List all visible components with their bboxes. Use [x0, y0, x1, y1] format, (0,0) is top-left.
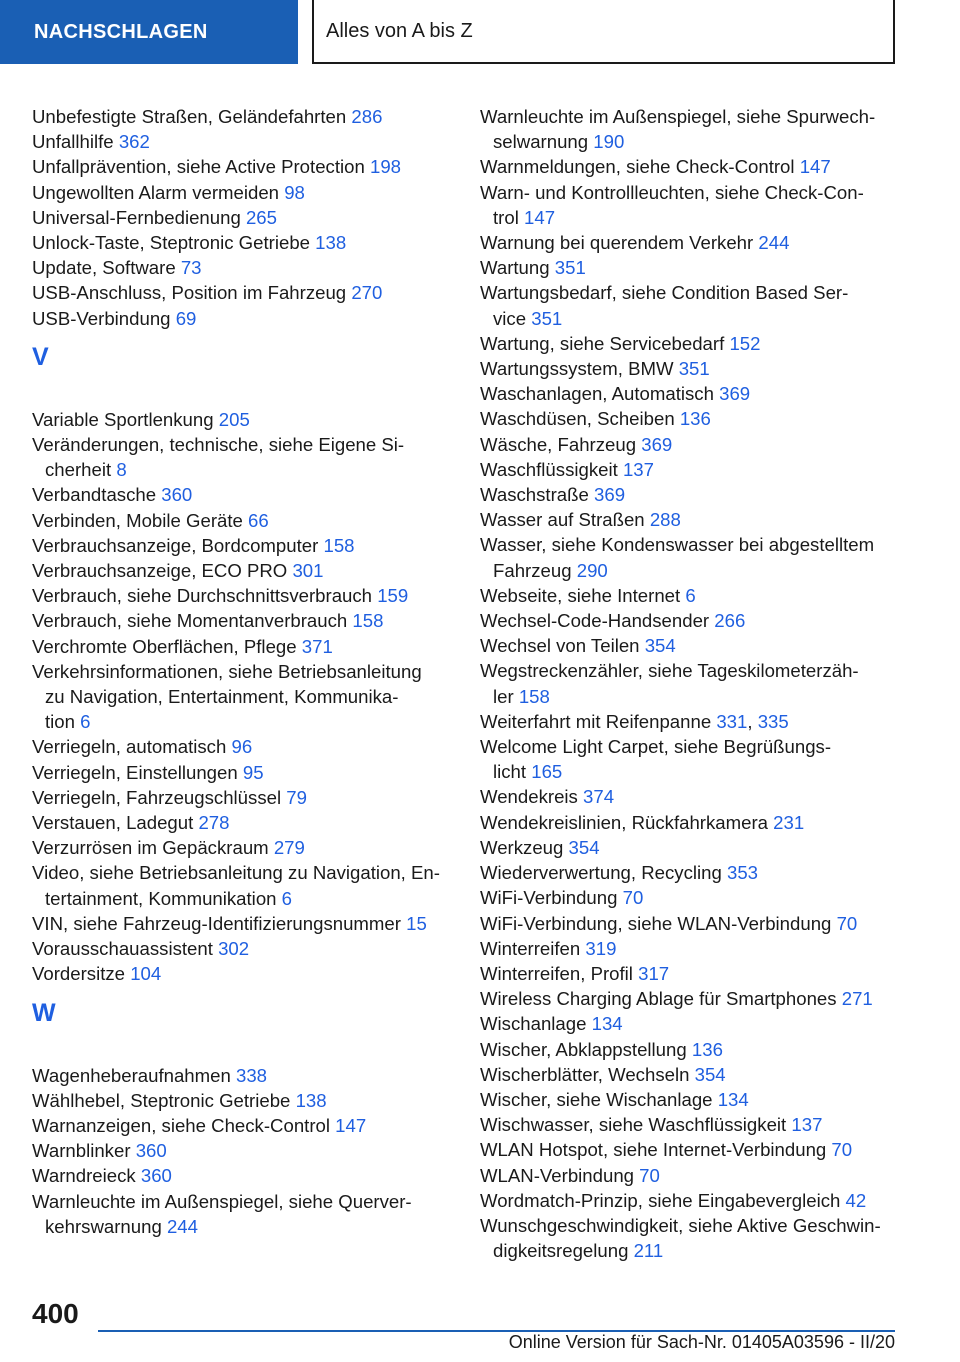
index-entry	[32, 129, 452, 154]
page-reference-link[interactable]: 301	[292, 560, 324, 582]
index-entry	[480, 734, 900, 784]
index-entry	[480, 1112, 900, 1137]
index-entry-text: Wischerblätter, Wechseln	[480, 1063, 690, 1085]
page-reference-link[interactable]: 158	[518, 685, 550, 707]
index-letter-heading: V	[32, 342, 49, 371]
index-entry-text: Webseite, siehe Internet	[480, 584, 681, 606]
index-entry	[480, 1087, 900, 1112]
page-reference-link[interactable]: 69	[175, 307, 197, 329]
index-entry	[32, 1189, 452, 1239]
page-reference-link[interactable]: 73	[180, 257, 202, 279]
index-entry: Weiterfahrt mit Reifenpanne 331, 335	[480, 710, 789, 732]
index-entry-text: Werkzeug	[480, 836, 564, 858]
index-entry-text: Verbrauchsanzeige, ECO PRO	[32, 560, 288, 582]
index-entry	[480, 633, 900, 658]
index-entry	[32, 1163, 452, 1188]
index-entry-text: Wählhebel, Steptronic Getriebe	[32, 1089, 291, 1111]
page-reference-link[interactable]: 351	[678, 358, 710, 380]
index-entry-text: Verriegeln, automatisch	[32, 736, 227, 758]
index-entry	[480, 1213, 900, 1263]
page-reference-link[interactable]: 95	[242, 761, 264, 783]
index-entry-text: Wechsel-Code-Handsender	[480, 610, 710, 632]
index-column-right	[480, 104, 900, 1263]
index-entry	[480, 432, 900, 457]
page-reference-link[interactable]: 165	[531, 761, 563, 783]
page-reference-link[interactable]: 136	[679, 408, 711, 430]
page-reference-link[interactable]: 66	[248, 509, 269, 531]
page-reference-link[interactable]: 42	[845, 1189, 867, 1211]
index-entry-text: Variable Sportlenkung	[32, 408, 214, 430]
index-entry	[480, 1011, 900, 1036]
page-reference-link[interactable]: 70	[622, 887, 644, 909]
page-reference-link[interactable]: 369	[594, 484, 626, 506]
index-entry	[480, 532, 900, 582]
page-reference-link[interactable]: 137	[622, 458, 654, 480]
page-reference-link[interactable]: 351	[531, 307, 563, 329]
page-reference-link[interactable]: 371	[301, 635, 333, 657]
page-reference-link[interactable]: 244	[758, 232, 790, 254]
index-entry	[32, 835, 452, 860]
index-entry-text: USB-Verbindung	[32, 307, 171, 329]
index-entry-text: Winterreifen	[480, 937, 581, 959]
page-reference-link[interactable]: 369	[641, 433, 673, 455]
index-entry	[32, 1138, 452, 1163]
index-entry-text: Verriegeln, Einstellungen	[32, 761, 238, 783]
index-entry-text: Wischer, siehe Wischanlage	[480, 1088, 713, 1110]
index-entry-text: Wendekreislinien, Rückfahrkamera	[480, 811, 768, 833]
page-reference-link[interactable]: 137	[791, 1114, 823, 1136]
page-reference-link[interactable]: 104	[130, 963, 162, 985]
index-entry	[480, 1137, 900, 1162]
index-entry	[32, 583, 452, 608]
index-entry	[32, 432, 452, 482]
page-reference-link[interactable]: 351	[554, 257, 586, 279]
index-entry	[480, 810, 900, 835]
page-reference-link[interactable]: 319	[585, 937, 617, 959]
index-entry	[32, 407, 452, 432]
page-reference-link[interactable]: 158	[323, 534, 355, 556]
index-entry	[480, 583, 900, 608]
index-entry	[480, 457, 900, 482]
page-reference-link[interactable]: 79	[286, 786, 307, 808]
page-reference-link[interactable]: 211	[633, 1240, 664, 1262]
index-entry	[32, 508, 452, 533]
index-entry	[480, 1188, 900, 1213]
index-entry	[480, 1062, 900, 1087]
index-entry	[480, 331, 900, 356]
index-entry	[480, 860, 900, 885]
page-reference-link[interactable]: 147	[335, 1114, 367, 1136]
page-reference-link[interactable]: 353	[726, 862, 759, 884]
index-entry	[32, 154, 452, 179]
index-entry	[480, 482, 900, 507]
page-reference-link[interactable]: 290	[576, 559, 608, 581]
index-entry	[32, 785, 452, 810]
chapter-title: Alles von A bis Z	[312, 0, 895, 64]
page-reference-link[interactable]: 158	[352, 610, 384, 632]
index-entry	[480, 936, 900, 961]
index-entry-text: Verzurrösen im Gepäckraum	[32, 837, 269, 859]
index-entry-text: Warndreieck	[32, 1165, 136, 1187]
page-reference-link[interactable]: 198	[369, 156, 402, 178]
index-entry	[480, 986, 900, 1011]
index-entry-text: Vorausschauassistent	[32, 938, 213, 960]
page-reference-link[interactable]: 70	[836, 912, 858, 934]
index-entry-text: WLAN Hotspot, siehe Internet-Verbindung	[480, 1139, 827, 1161]
index-entry-text: Warnmeldungen, siehe Check-Control	[480, 156, 795, 178]
page-reference-link[interactable]: 6	[80, 711, 91, 733]
index-entry-text: WiFi-Verbindung, siehe WLAN-Verbindung	[480, 912, 832, 934]
page-reference-link[interactable]: 8	[116, 459, 127, 481]
page-reference-link[interactable]: 317	[638, 962, 670, 984]
index-entry	[480, 180, 900, 230]
page-reference-link[interactable]: 270	[351, 282, 383, 304]
index-entry-text: Warnung bei querendem Verkehr	[480, 232, 754, 254]
page-reference-link[interactable]: 231	[773, 811, 805, 833]
page-reference-link[interactable]: 138	[295, 1089, 327, 1111]
index-entry	[480, 507, 900, 532]
index-entry-text: VIN, siehe Fahrzeug-Identifizierungsnummer	[32, 912, 401, 934]
index-entry	[32, 760, 452, 785]
index-entry-text: Verbrauch, siehe Durchschnittsverbrauch	[32, 585, 373, 607]
page-reference-link[interactable]: 138	[315, 232, 347, 254]
index-entry-text: Warnleuchte im Außenspiegel, siehe Querver- kehrswarnung	[32, 1190, 412, 1237]
index-entry	[32, 810, 452, 835]
index-entry	[32, 533, 452, 558]
page-reference-link[interactable]: 360	[140, 1165, 172, 1187]
index-entry-text: Wechsel von Teilen	[480, 635, 640, 657]
page-number: 400	[32, 1298, 79, 1329]
index-entry-text: USB-Anschluss, Position im Fahrzeug	[32, 282, 347, 304]
index-entry-text: Ungewollten Alarm vermeiden	[32, 181, 280, 203]
index-entry-text: WiFi-Verbindung	[480, 887, 618, 909]
index-entry-text: Wireless Charging Ablage für Smartphones	[480, 988, 837, 1010]
index-entry	[480, 1163, 900, 1188]
page-reference-link[interactable]: 6	[685, 584, 696, 606]
page-reference-link[interactable]: 205	[218, 408, 250, 430]
index-entry	[32, 1063, 452, 1088]
index-entry	[32, 558, 452, 583]
index-letter-heading: W	[32, 998, 56, 1027]
index-entry	[32, 659, 452, 735]
page-reference-link[interactable]: 134	[591, 1013, 623, 1035]
index-entry	[480, 356, 900, 381]
index-entry	[480, 381, 900, 406]
index-entry	[480, 911, 900, 936]
index-entry	[480, 658, 900, 708]
index-entry-text: Wagenheberaufnahmen	[32, 1064, 231, 1086]
index-entry-text: Warnblinker	[32, 1140, 131, 1162]
page-reference-link[interactable]: 266	[714, 610, 746, 632]
page-reference-link[interactable]: 265	[245, 206, 277, 228]
page-header	[0, 0, 960, 66]
index-entry-text: Verriegeln, Fahrzeugschlüssel	[32, 786, 282, 808]
page-reference-link[interactable]: 98	[284, 181, 305, 203]
index-entry-text: Wiederverwertung, Recycling	[480, 862, 722, 884]
page-reference-link[interactable]: 147	[524, 206, 556, 228]
index-entry	[32, 482, 452, 507]
index-entry-text: Winterreifen, Profil	[480, 962, 633, 984]
index-entry-text: Unfallprävention, siehe Active Protection	[32, 156, 365, 178]
section-tab: NACHSCHLAGEN	[0, 0, 298, 64]
page-reference-link[interactable]: 96	[231, 736, 253, 758]
index-entry-text: Verbrauchsanzeige, Bordcomputer	[32, 534, 319, 556]
page-reference-link[interactable]: 70	[639, 1164, 660, 1186]
index-entry-text: Verstauen, Ladegut	[32, 812, 194, 834]
index-entry-text: Unbefestigte Straßen, Geländefahrten	[32, 106, 347, 127]
index-entry-text: Wischwasser, siehe Waschflüssigkeit	[480, 1114, 787, 1136]
index-entry-text: Welcome Light Carpet, siehe Begrüßungs- licht	[480, 736, 832, 783]
index-entry-text: Waschdüsen, Scheiben	[480, 408, 675, 430]
index-entry	[32, 734, 452, 759]
index-entry-text: Waschstraße	[480, 484, 589, 506]
index-entry-text: Wasser, siehe Kondenswasser bei abgestelltem Fahrzeug	[480, 534, 875, 581]
index-entry	[480, 230, 900, 255]
index-entry	[32, 608, 452, 633]
page-reference-link[interactable]: 279	[273, 837, 305, 859]
page-reference-link[interactable]: 302	[218, 938, 250, 960]
page-reference-link[interactable]: 360	[135, 1140, 167, 1162]
index-entry-text: Universal-Fernbedienung	[32, 206, 241, 228]
index-entry-text: Wunschgeschwindigkeit, siehe Aktive Geschwin- digkeitsregelung	[480, 1214, 881, 1262]
index-entry	[480, 255, 900, 280]
index-entry	[480, 280, 900, 330]
page-reference-link[interactable]: 136	[691, 1038, 723, 1060]
index-entry-text: Verchromte Oberflächen, Pflege	[32, 635, 297, 657]
index-entry-text: Verbandtasche	[32, 484, 157, 506]
index-entry	[480, 406, 900, 431]
index-entry	[32, 230, 452, 255]
index-entry-text: Verkehrsinformationen, siehe Betriebsanleitung zu Navigation, Entertainment, Kommunika- tion	[32, 660, 422, 733]
index-entry-text: Video, siehe Betriebsanleitung zu Navigation, En- tertainment, Kommunikation	[32, 862, 440, 909]
index-entry-text: Weiterfahrt mit Reifenpanne	[480, 710, 712, 732]
page-reference-link[interactable]: 354	[568, 836, 600, 858]
index-entry	[32, 205, 452, 230]
index-entry	[32, 280, 452, 305]
page-reference-link[interactable]: 70	[831, 1139, 853, 1161]
page-reference-link[interactable]: 369	[719, 383, 751, 405]
index-entry-text: Wartungsbedarf, siehe Condition Based Ser- vice	[480, 282, 849, 329]
index-entry-text: Wartung	[480, 257, 550, 279]
page-reference-link[interactable]: 286	[351, 106, 383, 127]
index-entry	[480, 885, 900, 910]
index-entry-text: Verbrauch, siehe Momentanverbrauch	[32, 610, 348, 632]
index-entry-text: Warnanzeigen, siehe Check-Control	[32, 1114, 330, 1136]
page-reference-link[interactable]: 159	[377, 585, 409, 607]
index-entry	[480, 784, 900, 809]
index-entry	[32, 1088, 452, 1113]
index-entry	[480, 835, 900, 860]
page-reference-link[interactable]: 354	[644, 635, 676, 657]
page-reference-link[interactable]: 331	[716, 710, 748, 732]
index-entry	[32, 104, 452, 129]
index-entry	[480, 608, 900, 633]
index-entry-text: Wordmatch-Prinzip, siehe Eingabevergleich	[480, 1189, 841, 1211]
page-reference-link[interactable]: 288	[649, 509, 681, 531]
index-entry-text: Update, Software	[32, 257, 176, 279]
page-reference-link[interactable]: 190	[593, 131, 625, 153]
index-entry-text: Wartung, siehe Servicebedarf	[480, 332, 725, 354]
index-entry-text: Wischanlage	[480, 1013, 587, 1035]
index-entry-text: Vordersitze	[32, 963, 126, 985]
index-entry	[480, 961, 900, 986]
page-reference-link[interactable]: 147	[799, 156, 831, 178]
page-reference-link[interactable]: 152	[729, 332, 761, 354]
page-reference-link[interactable]: 271	[841, 988, 873, 1010]
index-entry	[32, 936, 452, 961]
page-reference-link[interactable]: 6	[281, 887, 293, 909]
index-entry-text: Waschflüssigkeit	[480, 458, 618, 480]
index-entry-text: Wasser auf Straßen	[480, 509, 645, 531]
page-reference-link[interactable]: 278	[198, 812, 230, 834]
index-entry	[32, 1113, 452, 1138]
index-entry-text: Wischer, Abklappstellung	[480, 1038, 687, 1060]
page-reference-link[interactable]: 244	[166, 1215, 198, 1237]
index-entry-text: Warnleuchte im Außenspiegel, siehe Spurwech- selwarnung	[480, 106, 876, 153]
index-entry	[32, 180, 452, 205]
index-entry-text: Wendekreis	[480, 786, 578, 808]
index-entry-text: Waschanlagen, Automatisch	[480, 383, 714, 405]
page-reference-link[interactable]: 354	[694, 1063, 726, 1085]
index-entry-text: Veränderungen, technische, siehe Eigene Si- cherheit	[32, 434, 405, 481]
page-reference-link[interactable]: 134	[717, 1088, 749, 1110]
index-entry-text: Unlock-Taste, Steptronic Getriebe	[32, 232, 310, 254]
page-reference-link[interactable]: 362	[118, 131, 150, 153]
index-entry-text: Wegstreckenzähler, siehe Tageskilometerzäh- ler	[480, 660, 859, 707]
index-entry-text: Wäsche, Fahrzeug	[480, 433, 637, 455]
index-entry-text: Verbinden, Mobile Geräte	[32, 509, 243, 531]
page-reference-link[interactable]: 338	[236, 1064, 268, 1086]
index-entry	[32, 255, 452, 280]
index-entry-text: WLAN-Verbindung	[480, 1164, 634, 1186]
index-entry	[32, 961, 452, 986]
page-reference-link[interactable]: 335	[757, 710, 789, 732]
index-entry	[32, 911, 452, 936]
index-entry	[480, 1037, 900, 1062]
index-entry	[32, 860, 452, 910]
page-reference-link[interactable]: 360	[161, 484, 193, 506]
index-column-left	[32, 104, 452, 1239]
page-reference-link[interactable]: 15	[406, 912, 427, 934]
page-reference-link[interactable]: 374	[583, 786, 615, 808]
index-entry-text: Warn- und Kontrollleuchten, siehe Check-Con- trol	[480, 181, 864, 228]
index-entry	[480, 154, 900, 179]
index-entry	[32, 306, 452, 331]
index-entry-text: Wartungssystem, BMW	[480, 358, 674, 380]
index-entry	[32, 634, 452, 659]
footer-text: Online Version für Sach-Nr. 01405A03596 - II/20	[508, 1332, 895, 1352]
index-entry-text: Unfallhilfe	[32, 131, 114, 153]
index-entry	[480, 104, 900, 154]
